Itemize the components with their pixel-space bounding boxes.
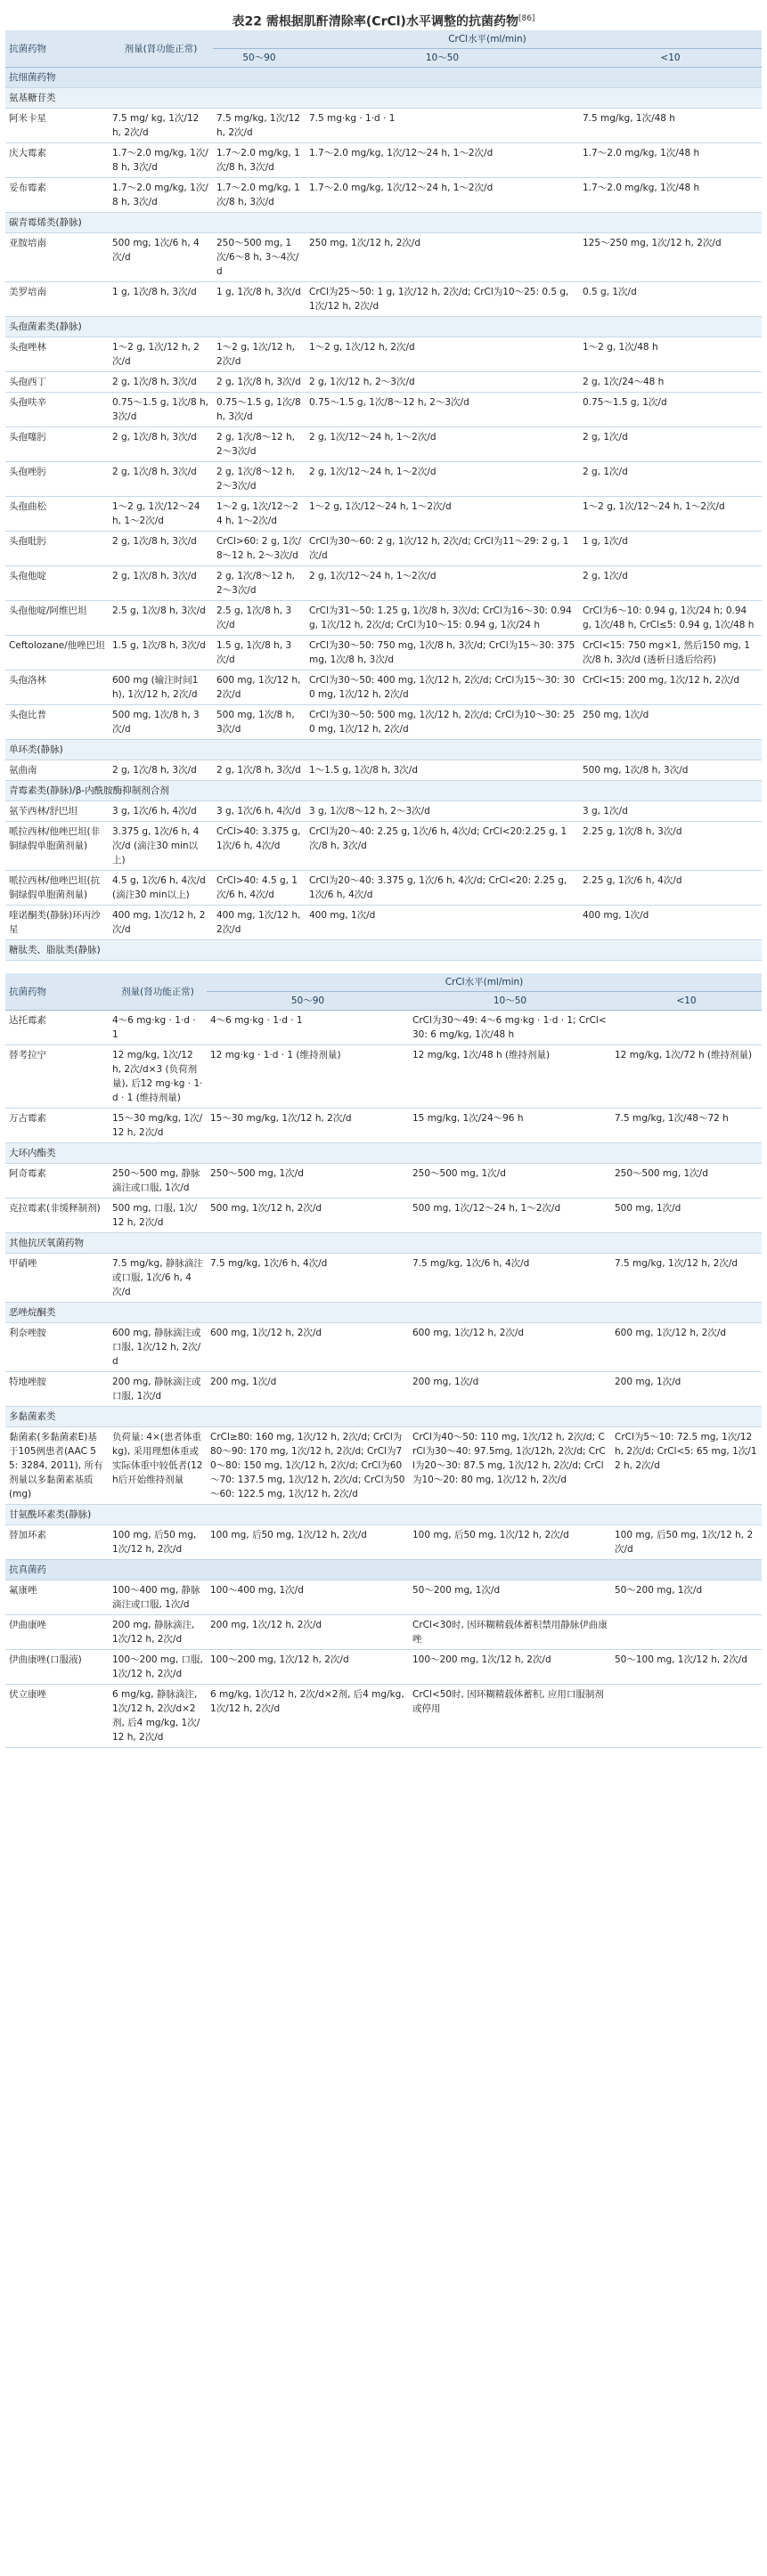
crcl-lt10-cell: 1.7～2.0 mg/kg, 1次/48 h [579,178,762,213]
crcl-50-90-cell: 200 mg, 1次/d [207,1372,409,1407]
table-row [5,1525,762,1560]
crcl-lt10-cell: 1～2 g, 1次/12～24 h, 1～2次/d [579,497,762,532]
table-row [5,1323,762,1372]
subcategory-label: 糖肽类、脂肽类(静脉) [5,940,762,961]
subcategory-row [5,1233,762,1254]
header-crcl-10-50: 10～50 [306,49,579,68]
drug-name-cell: 头孢洛林 [5,670,109,705]
subcategory-label: 多黏菌素类 [5,1407,762,1427]
header-dose: 剂量(肾功能正常) [109,973,207,1011]
crcl-10-50-cell: 1～2 g, 1次/12 h, 2次/d [306,337,579,372]
drug-name-cell: Ceftolozane/他唑巴坦 [5,636,109,670]
crcl-lt10-cell: 2 g, 1次/24～48 h [579,372,762,393]
crcl-lt10-cell: 7.5 mg/kg, 1次/48～72 h [611,1109,762,1143]
drug-name-cell: 美罗培南 [5,282,109,317]
crcl-lt10-cell: 2 g, 1次/d [579,566,762,601]
crcl-50-90-cell: 2 g, 1次/8 h, 3次/d [213,372,306,393]
drug-table-part1 [5,30,762,961]
crcl-lt10-cell: 50～200 mg, 1次/d [611,1581,762,1615]
normal-dose-cell: 1 g, 1次/8 h, 3次/d [109,282,213,317]
crcl-50-90-cell: 600 mg, 1次/12 h, 2次/d [207,1323,409,1372]
table-row [5,636,762,670]
crcl-lt10-cell: 500 mg, 1次/d [611,1199,762,1233]
table-row [5,1045,762,1109]
crcl-lt10-cell: 100 mg, 后50 mg, 1次/12 h, 2次/d [611,1525,762,1560]
drug-table-part2 [5,973,762,1748]
crcl-10-50-cell: CrCl为25～50: 1 g, 1次/12 h, 2次/d; CrCl为10～25: 0.5 g, 1次/12 h, 2次/d [306,282,579,317]
crcl-50-90-cell: 2 g, 1次/8～12 h, 2～3次/d [213,566,306,601]
normal-dose-cell: 2.5 g, 1次/8 h, 3次/d [109,601,213,636]
table-row [5,670,762,705]
crcl-50-90-cell: 7.5 mg/kg, 1次/6 h, 4次/d [207,1254,409,1303]
table-row [5,462,762,497]
normal-dose-cell: 负荷量: 4×(患者体重kg), 采用理想体重或实际体重中较低者(12 h后开始维持剂量 [109,1427,207,1505]
crcl-10-50-cell: 15 mg/kg, 1次/24～96 h [409,1109,611,1143]
normal-dose-cell: 500 mg, 口服, 1次/12 h, 2次/d [109,1199,207,1233]
reference-mark: [86] [518,14,535,23]
subcategory-row [5,1407,762,1427]
crcl-lt10-cell [611,1011,762,1045]
subcategory-label: 氨基糖苷类 [5,88,762,109]
crcl-10-50-cell: CrCl为30～50: 500 mg, 1次/12 h, 2次/d; CrCl为10～30: 250 mg, 1次/12 h, 2次/d [306,705,579,740]
crcl-lt10-cell: 250 mg, 1次/d [579,705,762,740]
normal-dose-cell: 1.7～2.0 mg/kg, 1次/8 h, 3次/d [109,178,213,213]
drug-name-cell: 伏立康唑 [5,1685,109,1748]
table-row [5,337,762,372]
drug-name-cell: 替考拉宁 [5,1045,109,1109]
table-row [5,1199,762,1233]
subcategory-row [5,88,762,109]
header-dose: 剂量(肾功能正常) [109,30,213,68]
normal-dose-cell: 2 g, 1次/8 h, 3次/d [109,566,213,601]
table-gap [0,961,767,973]
crcl-10-50-cell: 400 mg, 1次/d [306,906,579,940]
crcl-lt10-cell: 0.75～1.5 g, 1次/d [579,393,762,427]
subcategory-label: 其他抗厌氧菌药物 [5,1233,762,1254]
drug-name-cell: 氟康唑 [5,1581,109,1615]
normal-dose-cell: 3.375 g, 1次/6 h, 4次/d (滴注30 min以上) [109,822,213,871]
crcl-10-50-cell: 500 mg, 1次/12～24 h, 1～2次/d [409,1199,611,1233]
drug-name-cell: 头孢曲松 [5,497,109,532]
crcl-10-50-cell: CrCl为30～60: 2 g, 1次/12 h, 2次/d; CrCl为11～29: 2 g, 1次/d [306,532,579,566]
crcl-50-90-cell: 1.7～2.0 mg/kg, 1次/8 h, 3次/d [213,143,306,178]
table-row [5,801,762,822]
crcl-50-90-cell: 600 mg, 1次/12 h, 2次/d [213,670,306,705]
drug-name-cell: 头孢他啶/阿维巴坦 [5,601,109,636]
subcategory-row [5,1303,762,1323]
drug-name-cell: 庆大霉素 [5,143,109,178]
subcategory-row [5,781,762,801]
crcl-50-90-cell: 200 mg, 1次/12 h, 2次/d [207,1615,409,1650]
crcl-50-90-cell: 400 mg, 1次/12 h, 2次/d [213,906,306,940]
category-label: 抗细菌药物 [5,68,762,88]
crcl-50-90-cell: CrCl>40: 4.5 g, 1次/6 h, 4次/d [213,871,306,906]
crcl-lt10-cell: 2.25 g, 1次/6 h, 4次/d [579,871,762,906]
table-row [5,1427,762,1505]
crcl-10-50-cell: 200 mg, 1次/d [409,1372,611,1407]
header-crcl-10-50: 10～50 [409,992,611,1011]
drug-name-cell: 特地唑胺 [5,1372,109,1407]
drug-name-cell: 头孢唑林 [5,337,109,372]
drug-name-cell: 阿奇霉素 [5,1164,109,1199]
normal-dose-cell: 12 mg/kg, 1次/12 h, 2次/d×3 (负荷剂量), 后12 mg·kg · 1·d · 1 (维持剂量) [109,1045,207,1109]
crcl-10-50-cell: 250～500 mg, 1次/d [409,1164,611,1199]
table-number: 表22 [232,14,263,29]
drug-name-cell: 氨曲南 [5,760,109,781]
subcategory-row [5,213,762,233]
crcl-50-90-cell: 1.7～2.0 mg/kg, 1次/8 h, 3次/d [213,178,306,213]
normal-dose-cell: 100～200 mg, 口服, 1次/12 h, 2次/d [109,1650,207,1685]
crcl-lt10-cell: 250～500 mg, 1次/d [611,1164,762,1199]
subcategory-row [5,1505,762,1525]
normal-dose-cell: 2 g, 1次/8 h, 3次/d [109,532,213,566]
normal-dose-cell: 3 g, 1次/6 h, 4次/d [109,801,213,822]
table-row [5,143,762,178]
crcl-lt10-cell [611,1685,762,1748]
table-row [5,566,762,601]
normal-dose-cell: 1.5 g, 1次/8 h, 3次/d [109,636,213,670]
crcl-10-50-cell: 250 mg, 1次/12 h, 2次/d [306,233,579,282]
table-row [5,393,762,427]
crcl-10-50-cell: CrCl为40～50: 110 mg, 1次/12 h, 2次/d; CrCl为30～40: 97.5mg, 1次/12h, 2次/d; CrCl为20～30: 87.5 mg, 1次/12 h, 2次/d; CrCl为10～20: 80 mg, 1次/12 h, 2次/d [409,1427,611,1505]
category-row [5,1560,762,1581]
subcategory-label: 碳青霉烯类(静脉) [5,213,762,233]
drug-name-cell: 头孢吡肟 [5,532,109,566]
normal-dose-cell: 600 mg (输注时间1 h), 1次/12 h, 2次/d [109,670,213,705]
normal-dose-cell: 1.7～2.0 mg/kg, 1次/8 h, 3次/d [109,143,213,178]
normal-dose-cell: 7.5 mg/ kg, 1次/12 h, 2次/d [109,109,213,143]
drug-name-cell: 达托霉素 [5,1011,109,1045]
crcl-10-50-cell: 2 g, 1次/12 h, 2～3次/d [306,372,579,393]
crcl-50-90-cell: 100 mg, 后50 mg, 1次/12 h, 2次/d [207,1525,409,1560]
crcl-50-90-cell: 2 g, 1次/8～12 h, 2～3次/d [213,427,306,462]
crcl-10-50-cell: 1.7～2.0 mg/kg, 1次/12～24 h, 1～2次/d [306,178,579,213]
crcl-10-50-cell: 600 mg, 1次/12 h, 2次/d [409,1323,611,1372]
crcl-50-90-cell: 100～400 mg, 1次/d [207,1581,409,1615]
crcl-lt10-cell: 1 g, 1次/d [579,532,762,566]
crcl-lt10-cell: 2.25 g, 1次/8 h, 3次/d [579,822,762,871]
header-crcl-50-90: 50～90 [207,992,409,1011]
table-row [5,1109,762,1143]
header-drug: 抗菌药物 [5,30,109,68]
normal-dose-cell: 100 mg, 后50 mg, 1次/12 h, 2次/d [109,1525,207,1560]
normal-dose-cell: 250～500 mg, 静脉滴注或口服, 1次/d [109,1164,207,1199]
subcategory-label: 大环内酯类 [5,1143,762,1164]
crcl-lt10-cell: 2 g, 1次/d [579,427,762,462]
drug-name-cell: 哌拉西林/他唑巴坦(非铜绿假单胞菌剂量) [5,822,109,871]
crcl-lt10-cell: 200 mg, 1次/d [611,1372,762,1407]
table-row [5,906,762,940]
drug-name-cell: 利奈唑胺 [5,1323,109,1372]
drug-name-cell: 头孢噻肟 [5,427,109,462]
normal-dose-cell: 6 mg/kg, 静脉滴注, 1次/12 h, 2次/d×2剂, 后4 mg/kg, 1次/12 h, 2次/d [109,1685,207,1748]
table-row [5,822,762,871]
table-body-part1 [5,68,762,961]
drug-name-cell: 克拉霉素(非缓释制剂) [5,1199,109,1233]
normal-dose-cell: 15～30 mg/kg, 1次/12 h, 2次/d [109,1109,207,1143]
normal-dose-cell: 2 g, 1次/8 h, 3次/d [109,760,213,781]
table-row [5,1581,762,1615]
crcl-50-90-cell: 250～500 mg, 1次/6～8 h, 3～4次/d [213,233,306,282]
table-row [5,1685,762,1748]
crcl-10-50-cell: CrCl为30～49: 4～6 mg·kg · 1·d · 1; CrCl<30: 6 mg/kg, 1次/48 h [409,1011,611,1045]
subcategory-label: 恶唑烷酮类 [5,1303,762,1323]
table-row [5,705,762,740]
subcategory-label: 头孢菌素类(静脉) [5,317,762,337]
header-drug: 抗菌药物 [5,973,109,1011]
drug-name-cell: 伊曲康唑(口服液) [5,1650,109,1685]
drug-name-cell: 亚胺培南 [5,233,109,282]
table-row [5,497,762,532]
crcl-lt10-cell: 600 mg, 1次/12 h, 2次/d [611,1323,762,1372]
crcl-10-50-cell: 7.5 mg·kg · 1·d · 1 [306,109,579,143]
drug-name-cell: 头孢他啶 [5,566,109,601]
subcategory-label: 青霉素类(静脉)/β-内酰胺酶抑制剂合剂 [5,781,762,801]
crcl-lt10-cell: 2 g, 1次/d [579,462,762,497]
normal-dose-cell: 2 g, 1次/8 h, 3次/d [109,427,213,462]
crcl-10-50-cell: CrCl为30～50: 750 mg, 1次/8 h, 3次/d; CrCl为15～30: 375 mg, 1次/8 h, 3次/d [306,636,579,670]
normal-dose-cell: 4～6 mg·kg · 1·d · 1 [109,1011,207,1045]
crcl-50-90-cell: CrCl≥80: 160 mg, 1次/12 h, 2次/d; CrCl为80～90: 170 mg, 1次/12 h, 2次/d; CrCl为70～80: 150 mg, 1次/12 h, 2次/d; CrCl为60～70: 137.5 mg, 1次/12 h, 2次/d; CrCl为50～60: 122.5 mg, 1次/12 h, 2次/d [207,1427,409,1505]
crcl-lt10-cell: CrCl<15: 200 mg, 1次/12 h, 2次/d [579,670,762,705]
subcategory-label: 单环类(静脉) [5,740,762,760]
crcl-lt10-cell: CrCl<15: 750 mg×1, 然后150 mg, 1次/8 h, 3次/d (透析日透后给药) [579,636,762,670]
crcl-10-50-cell: CrCl为20～40: 2.25 g, 1次/6 h, 4次/d; CrCl<20:2.25 g, 1次/8 h, 3次/d [306,822,579,871]
table-row [5,1372,762,1407]
subcategory-row [5,1143,762,1164]
drug-name-cell: 阿米卡星 [5,109,109,143]
crcl-10-50-cell: 3 g, 1次/8～12 h, 2～3次/d [306,801,579,822]
normal-dose-cell: 2 g, 1次/8 h, 3次/d [109,462,213,497]
crcl-10-50-cell: 12 mg/kg, 1次/48 h (维持剂量) [409,1045,611,1109]
category-label: 抗真菌药 [5,1560,762,1581]
drug-name-cell: 头孢比普 [5,705,109,740]
normal-dose-cell: 400 mg, 1次/12 h, 2次/d [109,906,213,940]
crcl-10-50-cell: CrCl为20～40: 3.375 g, 1次/6 h, 4次/d; CrCl<20: 2.25 g, 1次/6 h, 4次/d [306,871,579,906]
crcl-10-50-cell: CrCl<30时, 因环糊精载体蓄积禁用静脉伊曲康唑 [409,1615,611,1650]
subcategory-row [5,317,762,337]
crcl-50-90-cell: 100～200 mg, 1次/12 h, 2次/d [207,1650,409,1685]
crcl-50-90-cell: 12 mg·kg · 1·d · 1 (维持剂量) [207,1045,409,1109]
crcl-lt10-cell: 12 mg/kg, 1次/72 h (维持剂量) [611,1045,762,1109]
crcl-10-50-cell: 2 g, 1次/12～24 h, 1～2次/d [306,566,579,601]
subcategory-row [5,940,762,961]
crcl-50-90-cell: 500 mg, 1次/8 h, 3次/d [213,705,306,740]
table-row [5,532,762,566]
normal-dose-cell: 1～2 g, 1次/12 h, 2次/d [109,337,213,372]
normal-dose-cell: 500 mg, 1次/8 h, 3次/d [109,705,213,740]
normal-dose-cell: 500 mg, 1次/6 h, 4次/d [109,233,213,282]
crcl-10-50-cell: 1.7～2.0 mg/kg, 1次/12～24 h, 1～2次/d [306,143,579,178]
table-row [5,109,762,143]
crcl-50-90-cell: 2.5 g, 1次/8 h, 3次/d [213,601,306,636]
header-crcl: CrCl水平(ml/min) [213,30,762,49]
table-row [5,1254,762,1303]
crcl-lt10-cell: 0.5 g, 1次/d [579,282,762,317]
crcl-50-90-cell: 1 g, 1次/8 h, 3次/d [213,282,306,317]
crcl-50-90-cell: 0.75～1.5 g, 1次/8 h, 3次/d [213,393,306,427]
crcl-lt10-cell [611,1615,762,1650]
crcl-10-50-cell: 1～1.5 g, 1次/8 h, 3次/d [306,760,579,781]
crcl-lt10-cell: 125～250 mg, 1次/12 h, 2次/d [579,233,762,282]
crcl-10-50-cell: 7.5 mg/kg, 1次/6 h, 4次/d [409,1254,611,1303]
drug-name-cell: 头孢西丁 [5,372,109,393]
drug-name-cell: 替加环素 [5,1525,109,1560]
normal-dose-cell: 200 mg, 静脉滴注或口服, 1次/d [109,1372,207,1407]
table-row [5,1011,762,1045]
crcl-50-90-cell: 4～6 mg·kg · 1·d · 1 [207,1011,409,1045]
crcl-lt10-cell: 7.5 mg/kg, 1次/12 h, 2次/d [611,1254,762,1303]
crcl-50-90-cell: 1.5 g, 1次/8 h, 3次/d [213,636,306,670]
category-row [5,68,762,88]
drug-name-cell: 万古霉素 [5,1109,109,1143]
crcl-10-50-cell: 50～200 mg, 1次/d [409,1581,611,1615]
crcl-10-50-cell: CrCl为30～50: 400 mg, 1次/12 h, 2次/d; CrCl为15～30: 300 mg, 1次/12 h, 2次/d [306,670,579,705]
crcl-lt10-cell: 3 g, 1次/d [579,801,762,822]
drug-name-cell: 喹诺酮类(静脉)环丙沙星 [5,906,109,940]
drug-name-cell: 妥布霉素 [5,178,109,213]
crcl-lt10-cell: 400 mg, 1次/d [579,906,762,940]
normal-dose-cell: 600 mg, 静脉滴注或口服, 1次/12 h, 2次/d [109,1323,207,1372]
table-row [5,760,762,781]
crcl-50-90-cell: 2 g, 1次/8 h, 3次/d [213,760,306,781]
drug-name-cell: 黏菌素(多黏菌素E)基于105例患者(AAC 55: 3284, 2011), 所有剂量以多黏菌素基质(mg) [5,1427,109,1505]
table-row [5,372,762,393]
crcl-10-50-cell: 2 g, 1次/12～24 h, 1～2次/d [306,427,579,462]
normal-dose-cell: 200 mg, 静脉滴注, 1次/12 h, 2次/d [109,1615,207,1650]
crcl-50-90-cell: 3 g, 1次/6 h, 4次/d [213,801,306,822]
crcl-50-90-cell: 7.5 mg/kg, 1次/12 h, 2次/d [213,109,306,143]
crcl-50-90-cell: 2 g, 1次/8～12 h, 2～3次/d [213,462,306,497]
table-title [0,7,767,30]
normal-dose-cell: 100～400 mg, 静脉滴注或口服, 1次/d [109,1581,207,1615]
header-crcl-lt10: <10 [579,49,762,68]
crcl-10-50-cell: 0.75～1.5 g, 1次/8～12 h, 2～3次/d [306,393,579,427]
crcl-10-50-cell: CrCl<50时, 因环糊精载体蓄积, 应用口服制剂或停用 [409,1685,611,1748]
crcl-lt10-cell: 1.7～2.0 mg/kg, 1次/48 h [579,143,762,178]
crcl-10-50-cell: 1～2 g, 1次/12～24 h, 1～2次/d [306,497,579,532]
drug-name-cell: 伊曲康唑 [5,1615,109,1650]
crcl-10-50-cell: CrCl为31～50: 1.25 g, 1次/8 h, 3次/d; CrCl为16～30: 0.94 g, 1次/12 h, 2次/d; CrCl为10～15: 0.94 g, 1次/24 h [306,601,579,636]
crcl-10-50-cell: 100 mg, 后50 mg, 1次/12 h, 2次/d [409,1525,611,1560]
drug-name-cell: 头孢唑肟 [5,462,109,497]
table-row [5,871,762,906]
table-body-part2 [5,1011,762,1748]
table-row [5,1615,762,1650]
table-row [5,1164,762,1199]
crcl-50-90-cell: CrCl>40: 3.375 g, 1次/6 h, 4次/d [213,822,306,871]
crcl-50-90-cell: 250～500 mg, 1次/d [207,1164,409,1199]
table-row [5,1650,762,1685]
normal-dose-cell: 2 g, 1次/8 h, 3次/d [109,372,213,393]
crcl-lt10-cell: 1～2 g, 1次/48 h [579,337,762,372]
crcl-50-90-cell: 6 mg/kg, 1次/12 h, 2次/d×2剂, 后4 mg/kg, 1次/12 h, 2次/d [207,1685,409,1748]
normal-dose-cell: 7.5 mg/kg, 静脉滴注或口服, 1次/6 h, 4次/d [109,1254,207,1303]
normal-dose-cell: 1～2 g, 1次/12～24 h, 1～2次/d [109,497,213,532]
subcategory-label: 甘氨酰环素类(静脉) [5,1505,762,1525]
subcategory-row [5,740,762,760]
table-row [5,282,762,317]
table-row [5,601,762,636]
crcl-lt10-cell: 500 mg, 1次/8 h, 3次/d [579,760,762,781]
table-title-text: 需根据肌酐清除率(CrCl)水平调整的抗菌药物 [265,14,518,29]
crcl-lt10-cell: CrCl为5～10: 72.5 mg, 1次/12 h, 2次/d; CrCl<5: 65 mg, 1次/12 h, 2次/d [611,1427,762,1505]
header-crcl-50-90: 50～90 [213,49,306,68]
normal-dose-cell: 4.5 g, 1次/6 h, 4次/d (滴注30 min以上) [109,871,213,906]
crcl-10-50-cell: 100～200 mg, 1次/12 h, 2次/d [409,1650,611,1685]
table-row [5,233,762,282]
drug-name-cell: 氨苄西林/舒巴坦 [5,801,109,822]
header-crcl-lt10: <10 [611,992,762,1011]
drug-name-cell: 哌拉西林/他唑巴坦(抗铜绿假单胞菌剂量) [5,871,109,906]
header-crcl: CrCl水平(ml/min) [207,973,762,992]
crcl-lt10-cell: CrCl为6～10: 0.94 g, 1次/24 h; 0.94 g, 1次/48 h, CrCl≤5: 0.94 g, 1次/48 h [579,601,762,636]
crcl-50-90-cell: 15～30 mg/kg, 1次/12 h, 2次/d [207,1109,409,1143]
drug-name-cell: 头孢呋辛 [5,393,109,427]
crcl-50-90-cell: 1～2 g, 1次/12～24 h, 1～2次/d [213,497,306,532]
crcl-lt10-cell: 7.5 mg/kg, 1次/48 h [579,109,762,143]
normal-dose-cell: 0.75～1.5 g, 1次/8 h, 3次/d [109,393,213,427]
crcl-50-90-cell: 500 mg, 1次/12 h, 2次/d [207,1199,409,1233]
crcl-50-90-cell: 1～2 g, 1次/12 h, 2次/d [213,337,306,372]
crcl-10-50-cell: 2 g, 1次/12～24 h, 1～2次/d [306,462,579,497]
table-row [5,427,762,462]
table-row [5,178,762,213]
crcl-lt10-cell: 50～100 mg, 1次/12 h, 2次/d [611,1650,762,1685]
drug-name-cell: 甲硝唑 [5,1254,109,1303]
crcl-50-90-cell: CrCl>60: 2 g, 1次/8～12 h, 2～3次/d [213,532,306,566]
